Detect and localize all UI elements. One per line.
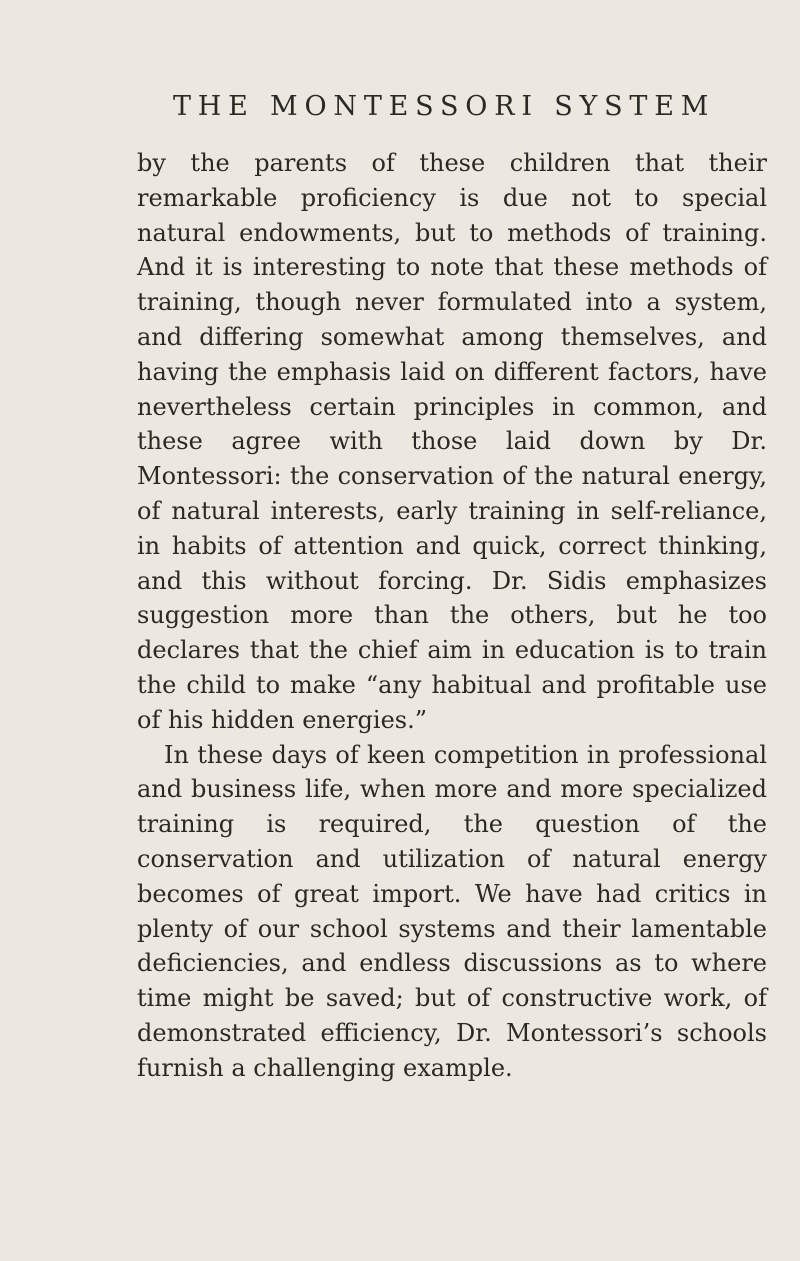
paragraph-1: by the parents of these children that their remarkable proficiency is due not to special natural endowments, but to methods of training. And it is interesting to note that these methods of training, though never formulated into a system, and differing somewhat among themselves, and having the emphasis laid on different factors, have nevertheless certain principles in common, and these agree with those laid down by Dr. Montessori: the conservation of the natural energy, of natural interests, early training in self-reliance, in habits of attention and quick, correct thinking, and this without forcing. Dr. Sidis emphasizes suggestion more than the others, but he too declares that the chief aim in education is to train the child to make “any habitual and profitable use of his hidden energies.” bbox=[137, 149, 767, 734]
body-text bbox=[137, 146, 767, 1086]
running-head: THE MONTESSORI SYSTEM bbox=[173, 91, 716, 122]
paragraph-2: In these days of keen competition in professional and business life, when more and more specialized training is required, the question of the conservation and utilization of natural energy becomes of great import. We have had critics in plenty of our school systems and their lamentable deficiencies, and endless discussions as to where time might be saved; but of constructive work, of demonstrated efficiency, Dr. Montessori’s schools furnish a challenging example. bbox=[137, 740, 767, 1082]
